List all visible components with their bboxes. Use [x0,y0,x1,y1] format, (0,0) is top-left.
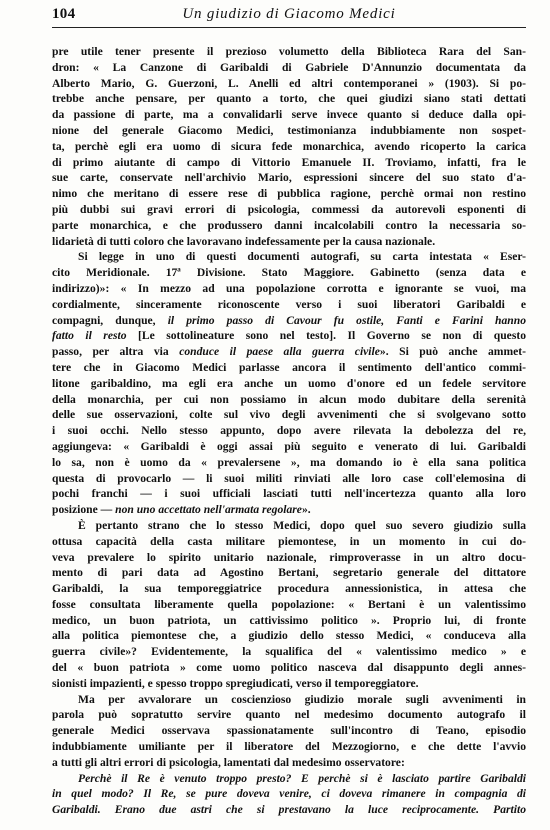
text-line: fosse consultata liberamente quella popolazione: « Bertani è un valentissimo [52,597,526,611]
text-line: più dubbi sui gravi errori di psicologia, commessi da autorevoli esponenti di [52,202,526,216]
text-line: nione del generale Giacomo Medici, testimonianza indubbiamente non sospet- [52,123,526,137]
text-line: Ma per avvalorare un coscienzioso giudizio morale sugli avvenimenti in [78,692,526,706]
text-line: ta, perchè egli era uomo di sicura fede monarchica, avendo ricoperto la carica [52,139,526,153]
text-line: pre utile tener presente il prezioso volumetto della Biblioteca Rara del San- [52,45,526,58]
text-line: cito Meridionale. 17ª Divisione. Stato Maggiore. Gabinetto (senza data e [52,266,526,280]
text-line: della monarchia, per cui non possiamo in alcun modo dubitare della serenità [52,392,526,406]
quote-line: Perchè il Re è venuto troppo presto? E perchè si è lasciato partire Garibaldi [78,771,526,785]
text-line: ottusa capacità della casta militare piemontese, in un momento in cui do- [52,534,526,548]
text-line: cordialmente, sinceramente riconoscente verso i suoi liberatori Garibaldi e [52,297,526,311]
text-line: litone garibaldino, ma egli era anche un uomo d'onore ed un fedele servitore [52,376,526,390]
text-segment: posizione — [52,503,116,517]
header-rule [52,27,526,28]
text-line: a tutti gli altri errori di psicologia, lamentati dal medesimo osservatore: [52,755,405,769]
text-segment: ». Si può anche ammet- [379,345,526,359]
page-number: 104 [52,6,76,22]
text-line: dron: « La Canzone di Garibaldi di Gabriele D'Annunzio documentata da [52,60,526,74]
text-line: mento di pari data ad Agostino Bertani, segretario generale del dittatore [52,566,526,580]
italic-segment: conduce il paese alla guerra civile [179,345,380,359]
text-line: parola può sopratutto servire quanto nel medesimo documento autografo il [52,708,526,722]
running-title: Un giudizio di Giacomo Medici [182,6,396,22]
text-line: guerra civile»? Evidentemente, la squalifica del « valentissimo medico » e [52,645,526,659]
quote-line: in quel modo? Il Re, se pure doveva venire, ci doveva rimanere in compagnia di [52,787,526,801]
text-line: parte monarchica, e che produssero danni incalcolabili contro la necessaria so- [52,218,526,232]
text-line: nimo che meritano di essere rese di pubblica ragione, perchè ormai non restino [52,187,526,201]
text-line: di primo aiutante di campo di Vittorio Emanuele II. Troviamo, infatti, fra le [52,155,526,169]
text-segment: passo, per altra via [52,345,180,359]
text-line: i suoi occhi. Nello stesso appunto, dopo avere rilevata la debolezza del re, [52,424,526,438]
text-line: sue carte, conservate nell'archivio Mario, espressioni sincere del suo stato d'a- [52,171,526,185]
text-line: sionisti impazienti, e spesso troppo spregiudicati, verso il temporeggiatore. [52,676,419,690]
text-line: pochi franchi — i suoi ufficiali lasciati tutti nell'incertezza quanto alla loro [52,487,526,501]
text-line: indirizzo)»: « In mezzo ad una popolazione corrotta e ignorante se vuoi, ma [52,281,526,295]
italic-segment: fatto il resto [52,329,127,343]
text-line [52,313,526,329]
text-line: È pertanto strano che lo stesso Medici, dopo quel suo severo giudizio sulla [78,518,526,532]
italic-segment: non uno accettato nell'armata regolare [115,503,302,517]
text-segment: [Le sottolineature sono nel testo]. Il Governo se non di questo [126,329,527,343]
text-line: delle sue osservazioni, colte sul vivo degli avvenimenti che si svolgevano sotto [52,408,526,422]
text-line: veva prevalere lo spirito unitario nazionale, rimproverasse in un altro docu- [52,550,526,564]
text-line [52,344,526,360]
text-line: da passione di parte, ma a convalidarli serve invece quanto si deduce dalla opi- [52,108,526,122]
text-line: lidarietà di tutti coloro che lavoravano indefessamente per la causa nazionale. [52,234,436,248]
text-segment: ». [301,503,311,517]
text-line: del « buon patriota » come uomo politico nasceva dal disappunto degli annes- [52,661,526,675]
text-line: lo sa, non è uomo da « prevalersene », ma domando io è ella sana politica [52,455,526,469]
text-line: aggiungeva: « Garibaldi è oggi assai più seguito e venerato di lui. Garibaldi [52,439,526,453]
text-line: indubbiamente umiliante per il liberatore del Mezzogiorno, e che dette l'avvio [52,740,526,754]
body-text [52,44,526,818]
text-line: questa di provocarlo — li suoi militi rinviati alle loro case coll'elemosina di [52,471,526,485]
page-header [52,6,526,28]
text-line: Si legge in uno di questi documenti autografi, su carta intestata « Eser- [78,250,526,264]
italic-segment: il primo passo di Cavour fu ostile, Fanti e Farini hanno [167,313,526,327]
text-line [52,328,526,344]
text-line: alla politica piemontese che, a giudizio dello stesso Medici, « conduceva alla [52,629,526,643]
text-line: medico, un buon patriota, un cattivissimo politico ». Proprio lui, di fronte [52,613,526,627]
text-line: generale Medici osservava spassionatamente sull'incontro di Teano, episodio [52,724,526,738]
text-line: tere che in Giacomo Medici parlasse ancora il sentimento dell'antico commi- [52,360,526,374]
quote-line: Garibaldi. Erano due astri che si prestavano la luce reciprocamente. Partito [52,803,526,817]
text-line: trebbe anche pensare, per quanto a torto, che quei giudizi siano stati dettati [52,92,526,106]
text-line: Garibaldi, la sua temporeggiatrice procedura annessionistica, in attesa che [52,582,526,596]
text-segment: compagni, dunque, [52,313,168,327]
text-line [52,502,526,518]
text-line: Alberto Mario, G. Guerzoni, L. Anelli ed altri contemporanei » (1903). Si po- [52,76,526,90]
